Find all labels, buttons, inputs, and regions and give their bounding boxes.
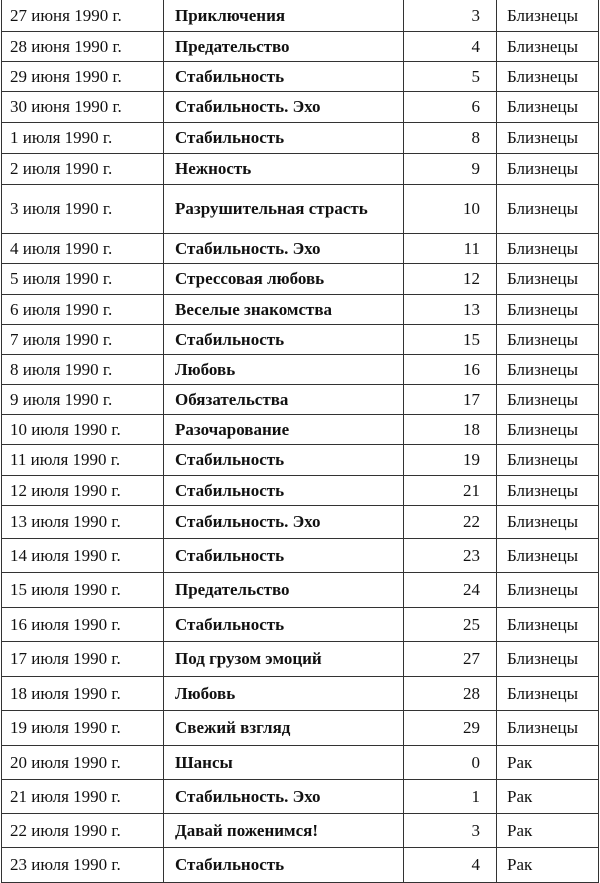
title-cell: Предательство — [164, 31, 404, 61]
table-row — [2, 676, 599, 710]
table-row — [2, 153, 599, 184]
number-cell: 3 — [404, 813, 497, 847]
number-cell: 17 — [404, 384, 497, 414]
number-cell: 18 — [404, 414, 497, 444]
title-cell: Приключения — [164, 0, 404, 31]
title-cell: Стабильность — [164, 475, 404, 505]
number-cell: 0 — [404, 745, 497, 779]
sign-cell: Близнецы — [497, 538, 599, 572]
title-cell: Свежий взгляд — [164, 710, 404, 745]
sign-cell: Близнецы — [497, 61, 599, 91]
date-cell: 7 июля 1990 г. — [2, 324, 164, 354]
sign-cell: Близнецы — [497, 354, 599, 384]
date-cell: 22 июля 1990 г. — [2, 813, 164, 847]
number-cell: 15 — [404, 324, 497, 354]
table-row — [2, 91, 599, 122]
table-row — [2, 607, 599, 641]
sign-cell: Близнецы — [497, 641, 599, 676]
date-cell: 27 июня 1990 г. — [2, 0, 164, 31]
table-row — [2, 444, 599, 475]
number-cell: 25 — [404, 607, 497, 641]
number-cell: 22 — [404, 505, 497, 538]
table-row — [2, 572, 599, 607]
date-cell: 21 июля 1990 г. — [2, 779, 164, 813]
sign-cell: Близнецы — [497, 0, 599, 31]
date-cell: 28 июня 1990 г. — [2, 31, 164, 61]
table-row — [2, 813, 599, 847]
date-cell: 13 июля 1990 г. — [2, 505, 164, 538]
number-cell: 13 — [404, 294, 497, 324]
date-cell: 10 июля 1990 г. — [2, 414, 164, 444]
date-table — [1, 0, 599, 883]
sign-cell: Рак — [497, 813, 599, 847]
sign-cell: Близнецы — [497, 607, 599, 641]
table-row — [2, 354, 599, 384]
table-row — [2, 710, 599, 745]
date-cell: 11 июля 1990 г. — [2, 444, 164, 475]
sign-cell: Близнецы — [497, 444, 599, 475]
table-row — [2, 847, 599, 882]
table-row — [2, 414, 599, 444]
title-cell: Шансы — [164, 745, 404, 779]
number-cell: 24 — [404, 572, 497, 607]
title-cell: Давай поженимся! — [164, 813, 404, 847]
table-row — [2, 745, 599, 779]
table-row — [2, 475, 599, 505]
date-cell: 16 июля 1990 г. — [2, 607, 164, 641]
sign-cell: Близнецы — [497, 122, 599, 153]
sign-cell: Близнецы — [497, 475, 599, 505]
title-cell: Предательство — [164, 572, 404, 607]
date-cell: 8 июля 1990 г. — [2, 354, 164, 384]
title-cell: Обязательства — [164, 384, 404, 414]
sign-cell: Близнецы — [497, 505, 599, 538]
date-cell: 19 июля 1990 г. — [2, 710, 164, 745]
table-row — [2, 233, 599, 263]
title-cell: Стабильность. Эхо — [164, 779, 404, 813]
table-row — [2, 384, 599, 414]
title-cell: Стабильность — [164, 324, 404, 354]
table-row — [2, 184, 599, 233]
date-cell: 17 июля 1990 г. — [2, 641, 164, 676]
number-cell: 27 — [404, 641, 497, 676]
date-cell: 4 июля 1990 г. — [2, 233, 164, 263]
date-cell: 2 июля 1990 г. — [2, 153, 164, 184]
title-cell: Стабильность — [164, 444, 404, 475]
number-cell: 4 — [404, 31, 497, 61]
title-cell: Разочарование — [164, 414, 404, 444]
sign-cell: Близнецы — [497, 91, 599, 122]
title-cell: Стабильность. Эхо — [164, 233, 404, 263]
title-cell: Стрессовая любовь — [164, 263, 404, 294]
sign-cell: Близнецы — [497, 676, 599, 710]
table-row — [2, 0, 599, 31]
sign-cell: Близнецы — [497, 233, 599, 263]
date-cell: 12 июля 1990 г. — [2, 475, 164, 505]
number-cell: 8 — [404, 122, 497, 153]
sign-cell: Рак — [497, 779, 599, 813]
title-cell: Стабильность — [164, 847, 404, 882]
table-row — [2, 779, 599, 813]
number-cell: 6 — [404, 91, 497, 122]
table-row — [2, 505, 599, 538]
table-body — [2, 0, 599, 882]
number-cell: 21 — [404, 475, 497, 505]
date-cell: 3 июля 1990 г. — [2, 184, 164, 233]
date-cell: 9 июля 1990 г. — [2, 384, 164, 414]
number-cell: 5 — [404, 61, 497, 91]
date-cell: 20 июля 1990 г. — [2, 745, 164, 779]
date-cell: 6 июля 1990 г. — [2, 294, 164, 324]
number-cell: 1 — [404, 779, 497, 813]
title-cell: Стабильность. Эхо — [164, 91, 404, 122]
number-cell: 10 — [404, 184, 497, 233]
sign-cell: Близнецы — [497, 710, 599, 745]
number-cell: 3 — [404, 0, 497, 31]
date-cell: 30 июня 1990 г. — [2, 91, 164, 122]
title-cell: Стабильность — [164, 122, 404, 153]
number-cell: 28 — [404, 676, 497, 710]
table-row — [2, 31, 599, 61]
table-row — [2, 324, 599, 354]
title-cell: Нежность — [164, 153, 404, 184]
date-cell: 18 июля 1990 г. — [2, 676, 164, 710]
date-cell: 1 июля 1990 г. — [2, 122, 164, 153]
sign-cell: Близнецы — [497, 184, 599, 233]
number-cell: 19 — [404, 444, 497, 475]
title-cell: Стабильность — [164, 607, 404, 641]
sign-cell: Близнецы — [497, 414, 599, 444]
number-cell: 4 — [404, 847, 497, 882]
date-cell: 15 июля 1990 г. — [2, 572, 164, 607]
table-row — [2, 122, 599, 153]
date-cell: 23 июля 1990 г. — [2, 847, 164, 882]
sign-cell: Близнецы — [497, 153, 599, 184]
sign-cell: Близнецы — [497, 384, 599, 414]
sign-cell: Близнецы — [497, 324, 599, 354]
number-cell: 16 — [404, 354, 497, 384]
number-cell: 23 — [404, 538, 497, 572]
table-row — [2, 294, 599, 324]
date-cell: 14 июля 1990 г. — [2, 538, 164, 572]
title-cell: Стабильность. Эхо — [164, 505, 404, 538]
title-cell: Любовь — [164, 676, 404, 710]
table-row — [2, 61, 599, 91]
table-row — [2, 641, 599, 676]
date-cell: 5 июля 1990 г. — [2, 263, 164, 294]
number-cell: 11 — [404, 233, 497, 263]
title-cell: Стабильность — [164, 538, 404, 572]
number-cell: 9 — [404, 153, 497, 184]
number-cell: 12 — [404, 263, 497, 294]
sign-cell: Рак — [497, 847, 599, 882]
sign-cell: Близнецы — [497, 31, 599, 61]
sign-cell: Близнецы — [497, 294, 599, 324]
title-cell: Под грузом эмоций — [164, 641, 404, 676]
table-row — [2, 538, 599, 572]
title-cell: Стабильность — [164, 61, 404, 91]
date-cell: 29 июня 1990 г. — [2, 61, 164, 91]
sign-cell: Рак — [497, 745, 599, 779]
table-row — [2, 263, 599, 294]
number-cell: 29 — [404, 710, 497, 745]
title-cell: Любовь — [164, 354, 404, 384]
title-cell: Веселые знакомства — [164, 294, 404, 324]
title-cell: Разрушительная страсть — [164, 184, 404, 233]
sign-cell: Близнецы — [497, 572, 599, 607]
sign-cell: Близнецы — [497, 263, 599, 294]
